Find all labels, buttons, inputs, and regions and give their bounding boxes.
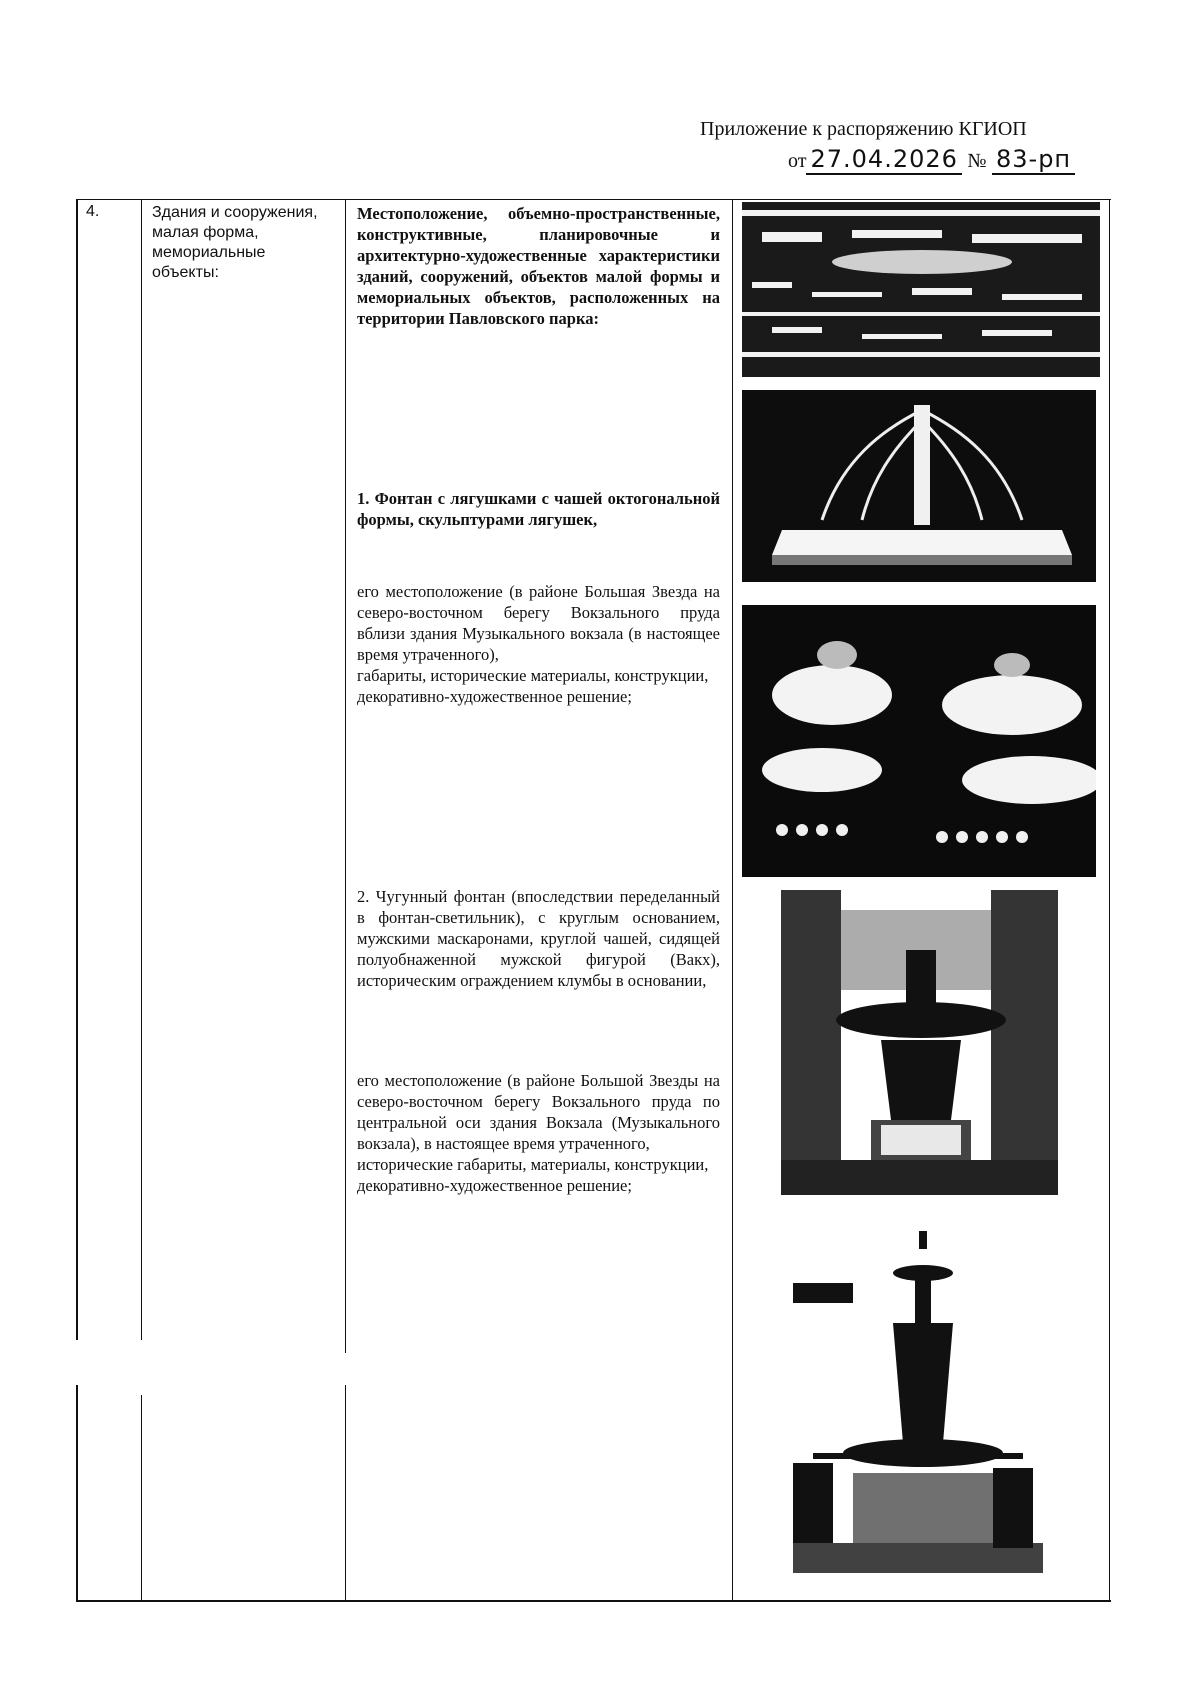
item-2-features: исторические габариты, материалы, конструкции, xyxy=(357,1155,709,1174)
intro-paragraph: Местоположение, объемно-пространственные, конструктивные, планировочные и архитектурно-художественные характеристики зданий, сооружений, объектов малой формы и мемориальных объектов, расположенных на территории Павловского парка: xyxy=(357,204,720,328)
table-left-border-lower xyxy=(76,1385,78,1601)
order-number: 83-рп xyxy=(992,145,1075,175)
document-header xyxy=(700,118,1130,173)
item-1-features: габариты, исторические материалы, конструкции, xyxy=(357,666,709,685)
column-divider-2 xyxy=(345,199,346,1353)
order-date: 27.04.2026 xyxy=(806,145,961,175)
row-number: 4. xyxy=(86,203,100,220)
item-2-title: 2. Чугунный фонтан (впоследствии переделанный в фонтан-светильник), с круглым основанием, мужскими маскаронами, круглой чашей, сидящей полуобнаженной мужской фигурой (Вакх), историческим ограждением клумбы в основании, xyxy=(357,887,720,990)
photo-frog-sculptures xyxy=(742,605,1096,877)
order-reference xyxy=(700,145,1130,173)
item-2-location: его местоположение (в районе Большой Звезды на северо-восточном берегу Вокзального пруда по центральной оси здания Вокзала (Музыкального вокзала), в настоящее время утраченного, xyxy=(357,1071,720,1153)
column-divider-3 xyxy=(732,199,733,1601)
table-bottom-border xyxy=(76,1600,1111,1602)
photo-cast-iron-fountain xyxy=(781,890,1058,1195)
photo-frog-fountain xyxy=(742,390,1096,582)
item-2-details xyxy=(357,1070,720,1196)
item-1-details xyxy=(357,581,720,707)
number-prefix: № xyxy=(967,150,987,172)
photo-fountain-pool xyxy=(742,202,1100,377)
table-left-border xyxy=(76,199,78,1340)
item-1-location: его местоположение (в районе Большая Звезда на северо-восточном берегу Вокзального пруда вблизи здания Музыкального вокзала (в настоящее время утраченного), xyxy=(357,582,720,664)
photo-fountain-lamp xyxy=(793,1213,1043,1585)
item-2 xyxy=(357,886,720,991)
date-prefix: от xyxy=(788,150,807,172)
item-1 xyxy=(357,488,720,530)
intro-text xyxy=(357,203,720,329)
table-right-border xyxy=(1109,199,1110,1601)
item-1-title: 1. Фонтан с лягушками с чашей октогональной формы, скульптурами лягушек, xyxy=(357,489,720,529)
table-top-border xyxy=(76,199,1111,200)
item-1-decor: декоративно-художественное решение; xyxy=(357,687,632,706)
item-2-decor: декоративно-художественное решение; xyxy=(357,1176,632,1195)
column-divider-2-lower xyxy=(345,1385,346,1601)
row-category: Здания и сооружения, малая форма, мемориальные объекты: xyxy=(152,204,318,281)
appendix-caption: Приложение к распоряжению КГИОП xyxy=(700,118,1027,140)
column-divider-1 xyxy=(141,199,142,1340)
column-divider-1-lower xyxy=(141,1395,142,1601)
